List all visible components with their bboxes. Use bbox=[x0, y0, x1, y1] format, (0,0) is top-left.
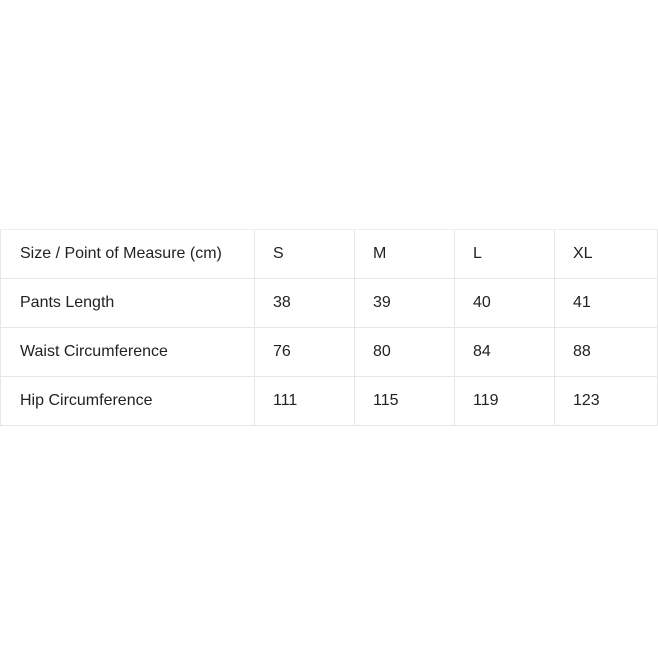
table-cell: 115 bbox=[355, 377, 455, 426]
table-cell: 111 bbox=[255, 377, 355, 426]
table-cell: 84 bbox=[455, 328, 555, 377]
table-cell: 38 bbox=[255, 279, 355, 328]
header-cell-measure: Size / Point of Measure (cm) bbox=[1, 230, 255, 279]
row-label-waist-circumference: Waist Circumference bbox=[1, 328, 255, 377]
table-header-row bbox=[1, 230, 658, 279]
table-cell: 41 bbox=[555, 279, 658, 328]
header-cell-size-xl: XL bbox=[555, 230, 658, 279]
table-row bbox=[1, 279, 658, 328]
table-cell: 123 bbox=[555, 377, 658, 426]
size-table bbox=[0, 229, 658, 426]
size-chart bbox=[0, 229, 657, 426]
table-cell: 39 bbox=[355, 279, 455, 328]
row-label-pants-length: Pants Length bbox=[1, 279, 255, 328]
table-cell: 119 bbox=[455, 377, 555, 426]
table-cell: 80 bbox=[355, 328, 455, 377]
header-cell-size-m: M bbox=[355, 230, 455, 279]
header-cell-size-l: L bbox=[455, 230, 555, 279]
table-cell: 76 bbox=[255, 328, 355, 377]
table-row bbox=[1, 328, 658, 377]
table-row bbox=[1, 377, 658, 426]
table-cell: 88 bbox=[555, 328, 658, 377]
table-cell: 40 bbox=[455, 279, 555, 328]
header-cell-size-s: S bbox=[255, 230, 355, 279]
row-label-hip-circumference: Hip Circumference bbox=[1, 377, 255, 426]
